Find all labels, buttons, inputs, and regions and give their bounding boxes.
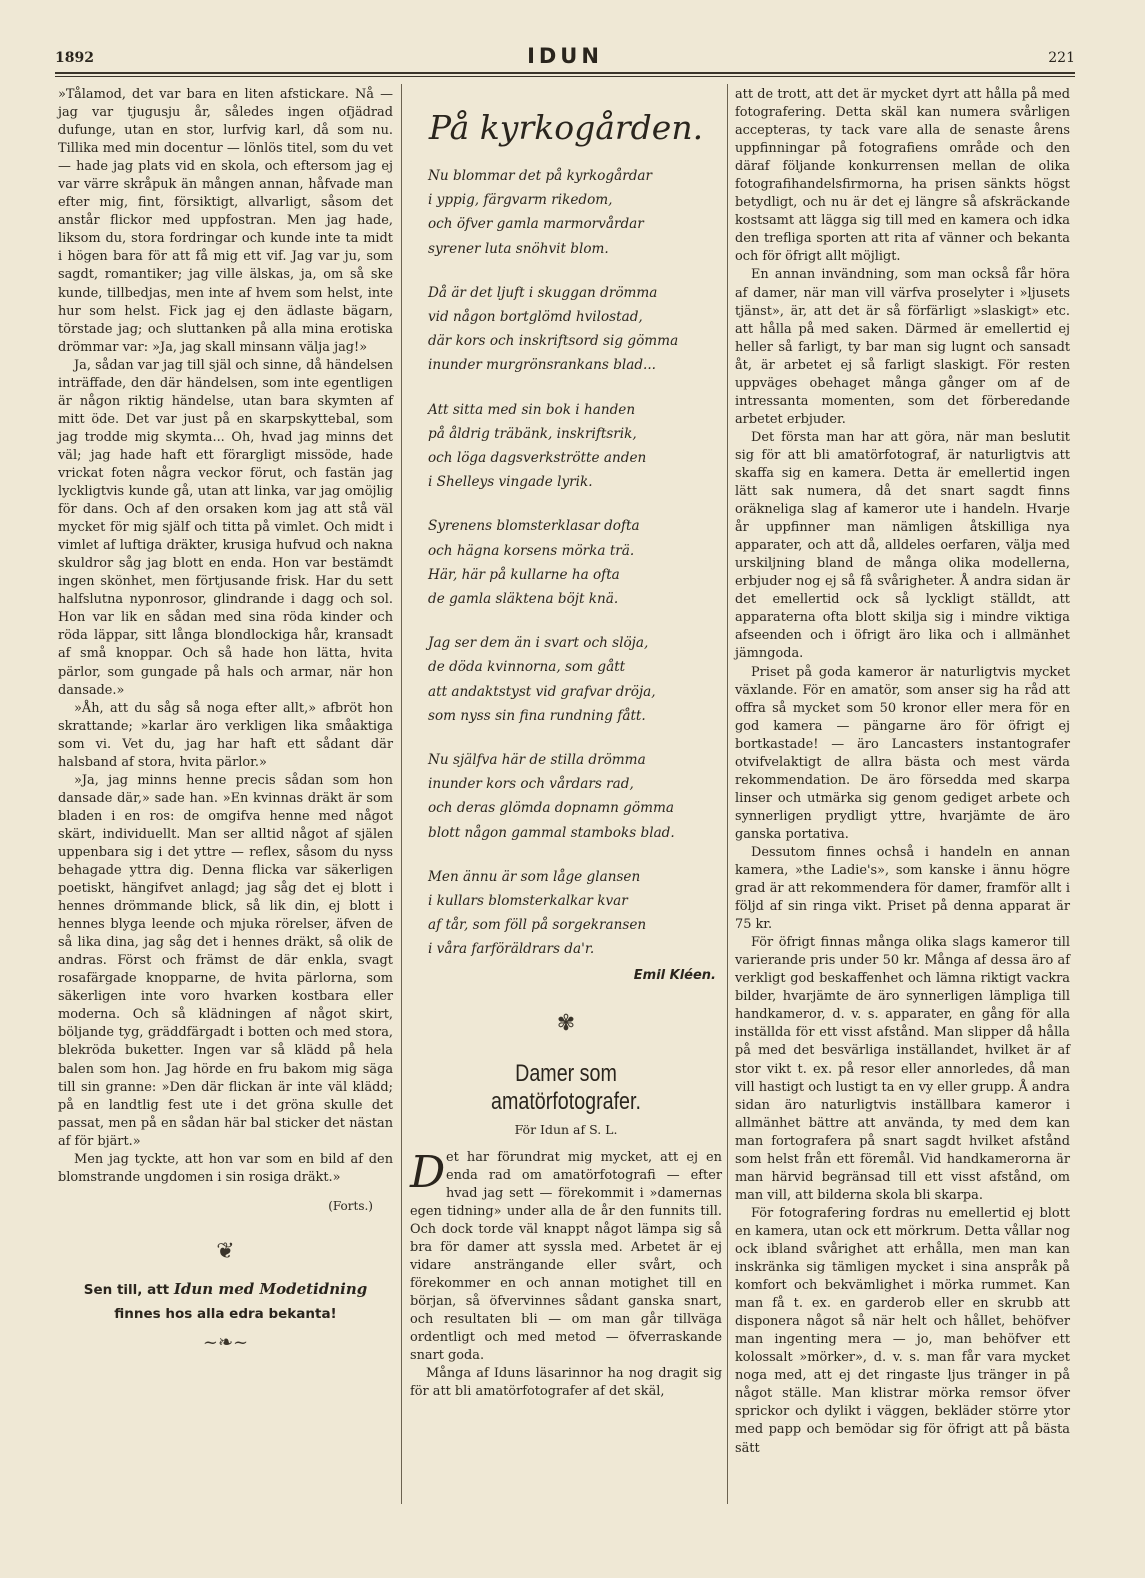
poem-stanza xyxy=(428,865,722,962)
poem-line: som nyss sin fina rundning fått. xyxy=(428,707,646,724)
ad-line-1: Sen till, att xyxy=(83,1281,170,1298)
poem-line: Jag ser dem än i svart och slöja, xyxy=(428,635,649,652)
poem-line: Nu själfva här de stilla drömma xyxy=(428,752,646,769)
poem-line: Nu blommar det på kyrkogårdar xyxy=(428,168,653,184)
poem-author: Emil Kléen. xyxy=(633,967,716,983)
story-column xyxy=(58,86,393,1352)
article-paragraph: För öfrigt finnas många olika slags kameror till varierande pris under 50 kr. Många af dessa äro af verkligt god beskaffenhet och lämna riktigt vackra bilder, hvarjämte de äro synnerligen lämpliga till handkameror, d. v. s. apparater, en gång för alla inställda för ett visst afstånd. Man slipper då hålla på med det besvärliga inställandet, hvilket är af stor vikt t. ex. på resor eller annorledes, då man vill hastigt och lustigt ta en vy eller grupp. Å andra sidan äro naturligtvis inställbara kameror i allmänhet bättre att använda, ty med dem kan man fortografera på snart sagdt hvilket afstånd som helst från ett föremål. Vid handkamerorna är man härvid begränsad till ett visst afstånd, om man vill, att bilderna skola bli skarpa. xyxy=(735,935,1070,1203)
middle-column xyxy=(410,86,722,1401)
poem-line: blott någon gammal stamboks blad. xyxy=(428,824,675,841)
column-divider-right xyxy=(727,84,728,1504)
flourish-ornament-icon: ~❧~ xyxy=(202,1331,249,1353)
story-paragraph: Ja, sådan var jag till själ och sinne, då händelsen inträffade, den där händelsen, som inte egentligen är någon riktig händelse, utan bara skymten af mitt öde. Det var just på en skarpskyttebal, som jag trodde mig skymta... Oh, hvad jag minns det väl; jag hade haft ett förargligt missöde, hade vrickat foten några veckor förut, och fastän jag lyckligtvis kunde gå, utan att linka, var jag omöjlig för dans. Och af den orsaken kom jag att stå väl mycket för mig själf och titta på vimlet. Och midt i vimlet af luftiga dräkter, krusiga hufvud och nakna skuldror såg jag blott en enda. Hon var bestämdt ingen skönhet, men förtjusande frisk. Har du sett halfslutna nyponrosor, glindrande i dagg och sol. Hon var lik en sådan med sina röda kinder och röda läppar, sitt långa blondlockiga hår, kransadt af små knoppar. Och så hade hon lätta, hvita pärlor, som gungade på hals och armar, när hon dansade.» xyxy=(58,357,393,698)
poem-stanza xyxy=(428,164,722,261)
story-paragraph: Men jag tyckte, att hon var som en bild af den blomstrande ungdomen i sin rosiga dräkt.» xyxy=(58,1151,393,1185)
story-paragraph: »Åh, att du såg så noga efter allt,» afbröt hon skrattande; »karlar äro verkligen lika småaktiga som vi. Vet du, jag har haft ett sådant där halsband af stora, hvita pärlor.» xyxy=(58,700,393,770)
poem-line: syrener luta snöhvit blom. xyxy=(428,240,609,257)
magazine-title: IDUN xyxy=(527,44,603,68)
poem-line: de döda kvinnorna, som gått xyxy=(428,659,626,676)
poem-line: vid någon bortglömd hvilostad, xyxy=(428,309,643,326)
poem-stanza xyxy=(428,514,722,611)
poem-line: i våra farföräldrars da'r. xyxy=(428,941,595,958)
article-paragraph: Priset på goda kameror är naturligtvis mycket växlande. För en amatör, som anser sig ha råd att offra så mycket som 50 kronor eller mera för en god kamera — pängarne äro för öfrigt ej bortkastade! — äro Lancasters instantografer otvifvelaktigt de allra bästa och mest värda rekommendation. De äro försedda med skarpa linser och utmärka sig genom gediget arbete och synnerligen prydligt yttre, hvarjämte de äro ganska portativa. xyxy=(735,664,1070,842)
poem-line: inunder murgrönsrankans blad... xyxy=(428,357,657,374)
article-body xyxy=(410,1146,722,1402)
poem-line: Syrenens blomsterklasar dofta xyxy=(428,518,640,535)
article-paragraph: Många af Iduns läsarinnor ha nog dragit sig för att bli amatörfotografer af det skäl, xyxy=(410,1366,722,1400)
poem-body xyxy=(428,164,722,962)
ad-line-2: finnes hos alla edra bekanta! xyxy=(114,1305,337,1322)
poem-line: på åldrig träbänk, inskriftsrik, xyxy=(428,425,637,442)
poem-line: inunder kors och vårdars rad, xyxy=(428,776,634,793)
floral-ornament-icon: ✾ xyxy=(556,1010,576,1036)
poem-line: Men ännu är som låge glansen xyxy=(428,868,641,885)
continued-note: (Forts.) xyxy=(328,1198,373,1213)
poem-stanza xyxy=(428,398,722,495)
poem-line: och hägna korsens mörka trä. xyxy=(428,542,635,559)
ad-title: Idun med Modetidning xyxy=(173,1279,368,1298)
poem-line: Då är det ljuft i skuggan drömma xyxy=(428,284,658,301)
poem-line: af tår, som föll på sorgekransen xyxy=(428,917,647,934)
poem-title: På kyrkogården. xyxy=(428,108,704,147)
poem-line: i kullars blomsterkalkar kvar xyxy=(428,893,628,910)
article-paragraph: att de trott, att det är mycket dyrt att hålla på med fotografering. Detta skäl kan numera svårligen accepteras, ty tack vare alla de senaste årens uppfinningar på fotografiens område och den däraf följande konkurrensen mellan de olika fotografihandelsfirmorna, ha prisen sänkts högst betydligt, och nu är det ej längre så afskräckande kostsamt att lägga sig till med en kamera och idka den trefliga sporten att rita af vänner och bekanta och för öfrigt allt möjligt. xyxy=(735,87,1070,265)
poem-stanza xyxy=(428,281,722,378)
poem-line: och deras glömda dopnamn gömma xyxy=(428,800,674,817)
poem-line: och öfver gamla marmorvårdar xyxy=(428,216,644,233)
poem-line: Här, här på kullarne ha ofta xyxy=(428,566,620,583)
page-number: 221 xyxy=(1048,50,1075,66)
story-paragraph: »Ja, jag minns henne precis sådan som hon dansade där,» sade han. »En kvinnas dräkt är som bladen i en ros: de omgifva henne med något skärt, individuellt. Man ser alltid något af själen uppenbara sig i det yttre — reflex, såsom du nyss behagade yttra dig. Denna flicka var säkerligen poetiskt, hängifvet anlagd; jag såg det ej blott i hennes drömmande blick, så lik din, ej blott i hennes blyga leende och mjuka rörelser, äfven de så lika dina, jag såg det i hennes dräkt, så olik de andras. Först och främst de där enkla, svagt rosafärgade knopparne, de hvita pärlorna, som säkerligen inte voro hvarken kostbara eller moderna. Och så klädningen af något skirt, böljande tyg, gräddfärgadt i botten och med stora, blekröda buketter. Ingen var så klädd på hela balen som hon. Jag hörde en fru bakom mig säga till sin granne: »Den där flickan är inte väl klädd; på en landtlig fest ute i det gröna skulle det passat, men på en sådan här bal sticker det nästan af för bjärt.» xyxy=(58,772,393,1149)
poem-stanza xyxy=(428,748,722,845)
drop-cap: D xyxy=(410,1146,446,1198)
poem-stanza xyxy=(428,631,722,728)
fleuron-ornament-icon: ❦ xyxy=(216,1238,235,1264)
article-paragraph: Dessutom finnes ochså i handeln en annan kamera, »the Ladie's», som kanske i ännu högre grad är att rekommendera för damer, framför allt i följd af sin ringa vikt. Priset på denna apparat är 75 kr. xyxy=(735,844,1070,933)
column-divider-left xyxy=(401,84,402,1504)
poem-line: i Shelleys vingade lyrik. xyxy=(428,474,593,491)
article-title: Damer som amatörfotografer. xyxy=(491,1059,641,1115)
running-header xyxy=(55,44,1075,70)
article-paragraph: et har förundrat mig mycket, att ej en enda rad om amatörfotografi — efter hvad jag sett — förekommit i »damernas egen tidning» under alla de år den funnits till. Och dock torde väl knappt något lämpa sig så bra för damer att syssla med. Arbetet är ej vidare ansträngande eller svårt, och förekommer en och annan motighet till en början, så öfvervinnes sådant ganska snart, och resultaten bli — om man går tillväga ordentligt och med metod — öfverraskande snart goda. xyxy=(410,1149,722,1364)
poem-line: där kors och inskriftsord sig gömma xyxy=(428,333,679,350)
article-paragraph: Det första man har att göra, när man beslutit sig för att bli amatörfotograf, är naturligtvis att skaffa sig en kamera. Detta är emellertid ingen lätt sak numera, då det snart sagdt finns oräkneliga slag af kameror ute i handeln. Hvarje år uppfinner man nämligen åtskilliga nya apparater, och att då, alldeles oerfaren, välja med urskiljning bland de många olika modellerna, erbjuder nog ej så få svårigheter. Å andra sidan är det emellertid ock så lyckligt ställdt, att apparaterna ofta blott skilja sig i mindre viktiga afseenden och i öfrigt äro lika och i allmänhet jämngoda. xyxy=(735,429,1070,662)
poem-line: och löga dagsverkströtte anden xyxy=(428,450,647,467)
article-paragraph: En annan invändning, som man också får höra af damer, när man vill värfva proselyter i »ljusets tjänst», är, att det är så förfärligt »slaskigt» etc. att hålla på med saken. Därmed är emellertid ej heller så farligt, ty bar man sig lugnt och sansadt åt, är arbetet ej så farligt slaskigt. För resten uppväges obehaget många gånger om af de intressanta momenten, som det förberedande arbetet erbjuder. xyxy=(735,267,1070,427)
header-rule-thin xyxy=(55,76,1075,77)
header-year: 1892 xyxy=(55,50,94,66)
poem-line: Att sitta med sin bok i handen xyxy=(428,401,636,418)
advertisement xyxy=(58,1277,393,1326)
poem-line: de gamla släktena böjt knä. xyxy=(428,591,619,608)
article-byline: För Idun af S. L. xyxy=(514,1121,618,1137)
poem-line: att andaktstyst vid grafvar dröja, xyxy=(428,683,656,700)
poem-line: i yppig, färgvarm rikedom, xyxy=(428,192,613,209)
story-paragraph: »Tålamod, det var bara en liten afstickare. Nå — jag var tjugusju år, således ingen ofjädrad dufunge, utan en stor, lurfvig karl, då som nu. Tillika med min docentur — lönlös titel, som du vet — hade jag plats vid en skola, och eftersom jag ej var värre skråpuk än mången annan, håfvade man efter mig, fint, försiktigt, allvarligt, såsom det anstår flickor med uppfostran. Men jag hade, liksom du, stora fordringar och kunde inte ta midt i högen bara för att få mig ett vif. Jag var ju, som sagdt, romantiker; jag ville älskas, ja, om så ske kunde, tillbedjas, men inte af hvem som helst, inte hur som helst. Fick jag ej den ädlaste bägarn, törstade jag; och sluttanken på alla mina erotiska drömmar var: »Ja, jag skall minsann välja jag!» xyxy=(58,87,393,355)
article-continued-column xyxy=(735,86,1070,1458)
header-rule xyxy=(55,72,1075,74)
article-paragraph: För fotografering fordras nu emellertid ej blott en kamera, utan ock ett mörkrum. Detta vållar nog ock ibland svårighet att erhålla, men man kan inskränka sig tämligen mycket i sina anspråk på komfort och bekvämlighet i mörka rummet. Kan man få t. ex. en garderob eller en skrubb att disponera något så när helt och hållet, behöfver man ingenting mera — jo, man behöfver ett kolossalt »mörker», d. v. s. man får vara mycket noga med, att ej det ringaste ljus tränger in på något ställe. Man klistrar mörka remsor öfver sprickor och dylikt i väggen, bekläder större ytor med papp och bemödar sig för öfrigt att på bästa sätt xyxy=(735,1205,1070,1456)
